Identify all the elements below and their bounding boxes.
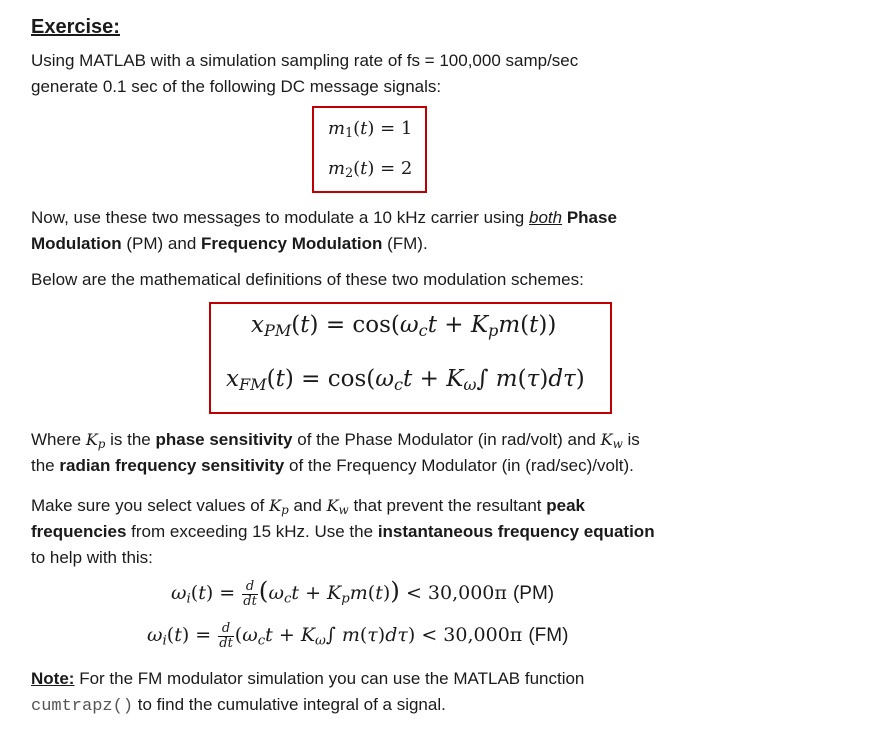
modulate-line-2: Modulation (PM) and Frequency Modulation (FM). (31, 234, 428, 253)
where-line-1: Where $K_p$ is the phase sensitivity of the Phase Modulator (in rad/volt) and $K_w$ is (31, 430, 640, 451)
pm-instantaneous-frequency: $\omega_i(t)$ = $\frac{d}{dt}$ $(\omega_ct + K_pm(t)) < 30,000\pi$ (PM) (171, 576, 555, 609)
where-line-2: the radian frequency sensitivity of the Frequency Modulator (in (rad/sec)/volt). (31, 456, 634, 475)
note-line-2: cumtrapz() to find the cumulative integral of a signal. (31, 695, 446, 716)
note-label: Note: (31, 669, 75, 688)
definitions-intro: Below are the mathematical definitions of these two modulation schemes: (31, 270, 584, 289)
fm-instantaneous-frequency: $\omega_i(t)$ = $\frac{d}{dt}$ ($\omega_ct + K_\omega\int$ m(τ)dτ) < 30,000π (FM) (147, 620, 569, 651)
pm-definition: $x_{PM}(t) = \cos(\omega_ct + K_pm(t))$ (251, 312, 557, 341)
makesure-line-3: to help with this: (31, 548, 153, 567)
modulate-line-1: Now, use these two messages to modulate a 10 kHz carrier using both Phase (31, 208, 617, 227)
makesure-line-2: frequencies from exceeding 15 kHz. Use the instantaneous frequency equation (31, 522, 655, 541)
message-m1: $m_1(t) = 1$ (328, 118, 413, 141)
note-line-1: Note: For the FM modulator simulation you can use the MATLAB function (31, 669, 585, 688)
exercise-heading: Exercise: (31, 16, 120, 38)
makesure-line-1: Make sure you select values of $K_p$ and $K_w$ that prevent the resultant peak (31, 496, 585, 517)
intro-line-2: generate 0.1 sec of the following DC message signals: (31, 77, 442, 96)
fm-definition: $x_{FM}(t) = \cos(\omega_ct + K_\omega\int$ m(τ)dτ) (226, 366, 585, 395)
message-m2: $m_2(t) = 2$ (328, 158, 413, 181)
intro-line-1: Using MATLAB with a simulation sampling rate of fs = 100,000 samp/sec (31, 51, 579, 70)
cumtrapz-code: cumtrapz() (31, 697, 134, 716)
both-emphasis: both (528, 208, 563, 227)
